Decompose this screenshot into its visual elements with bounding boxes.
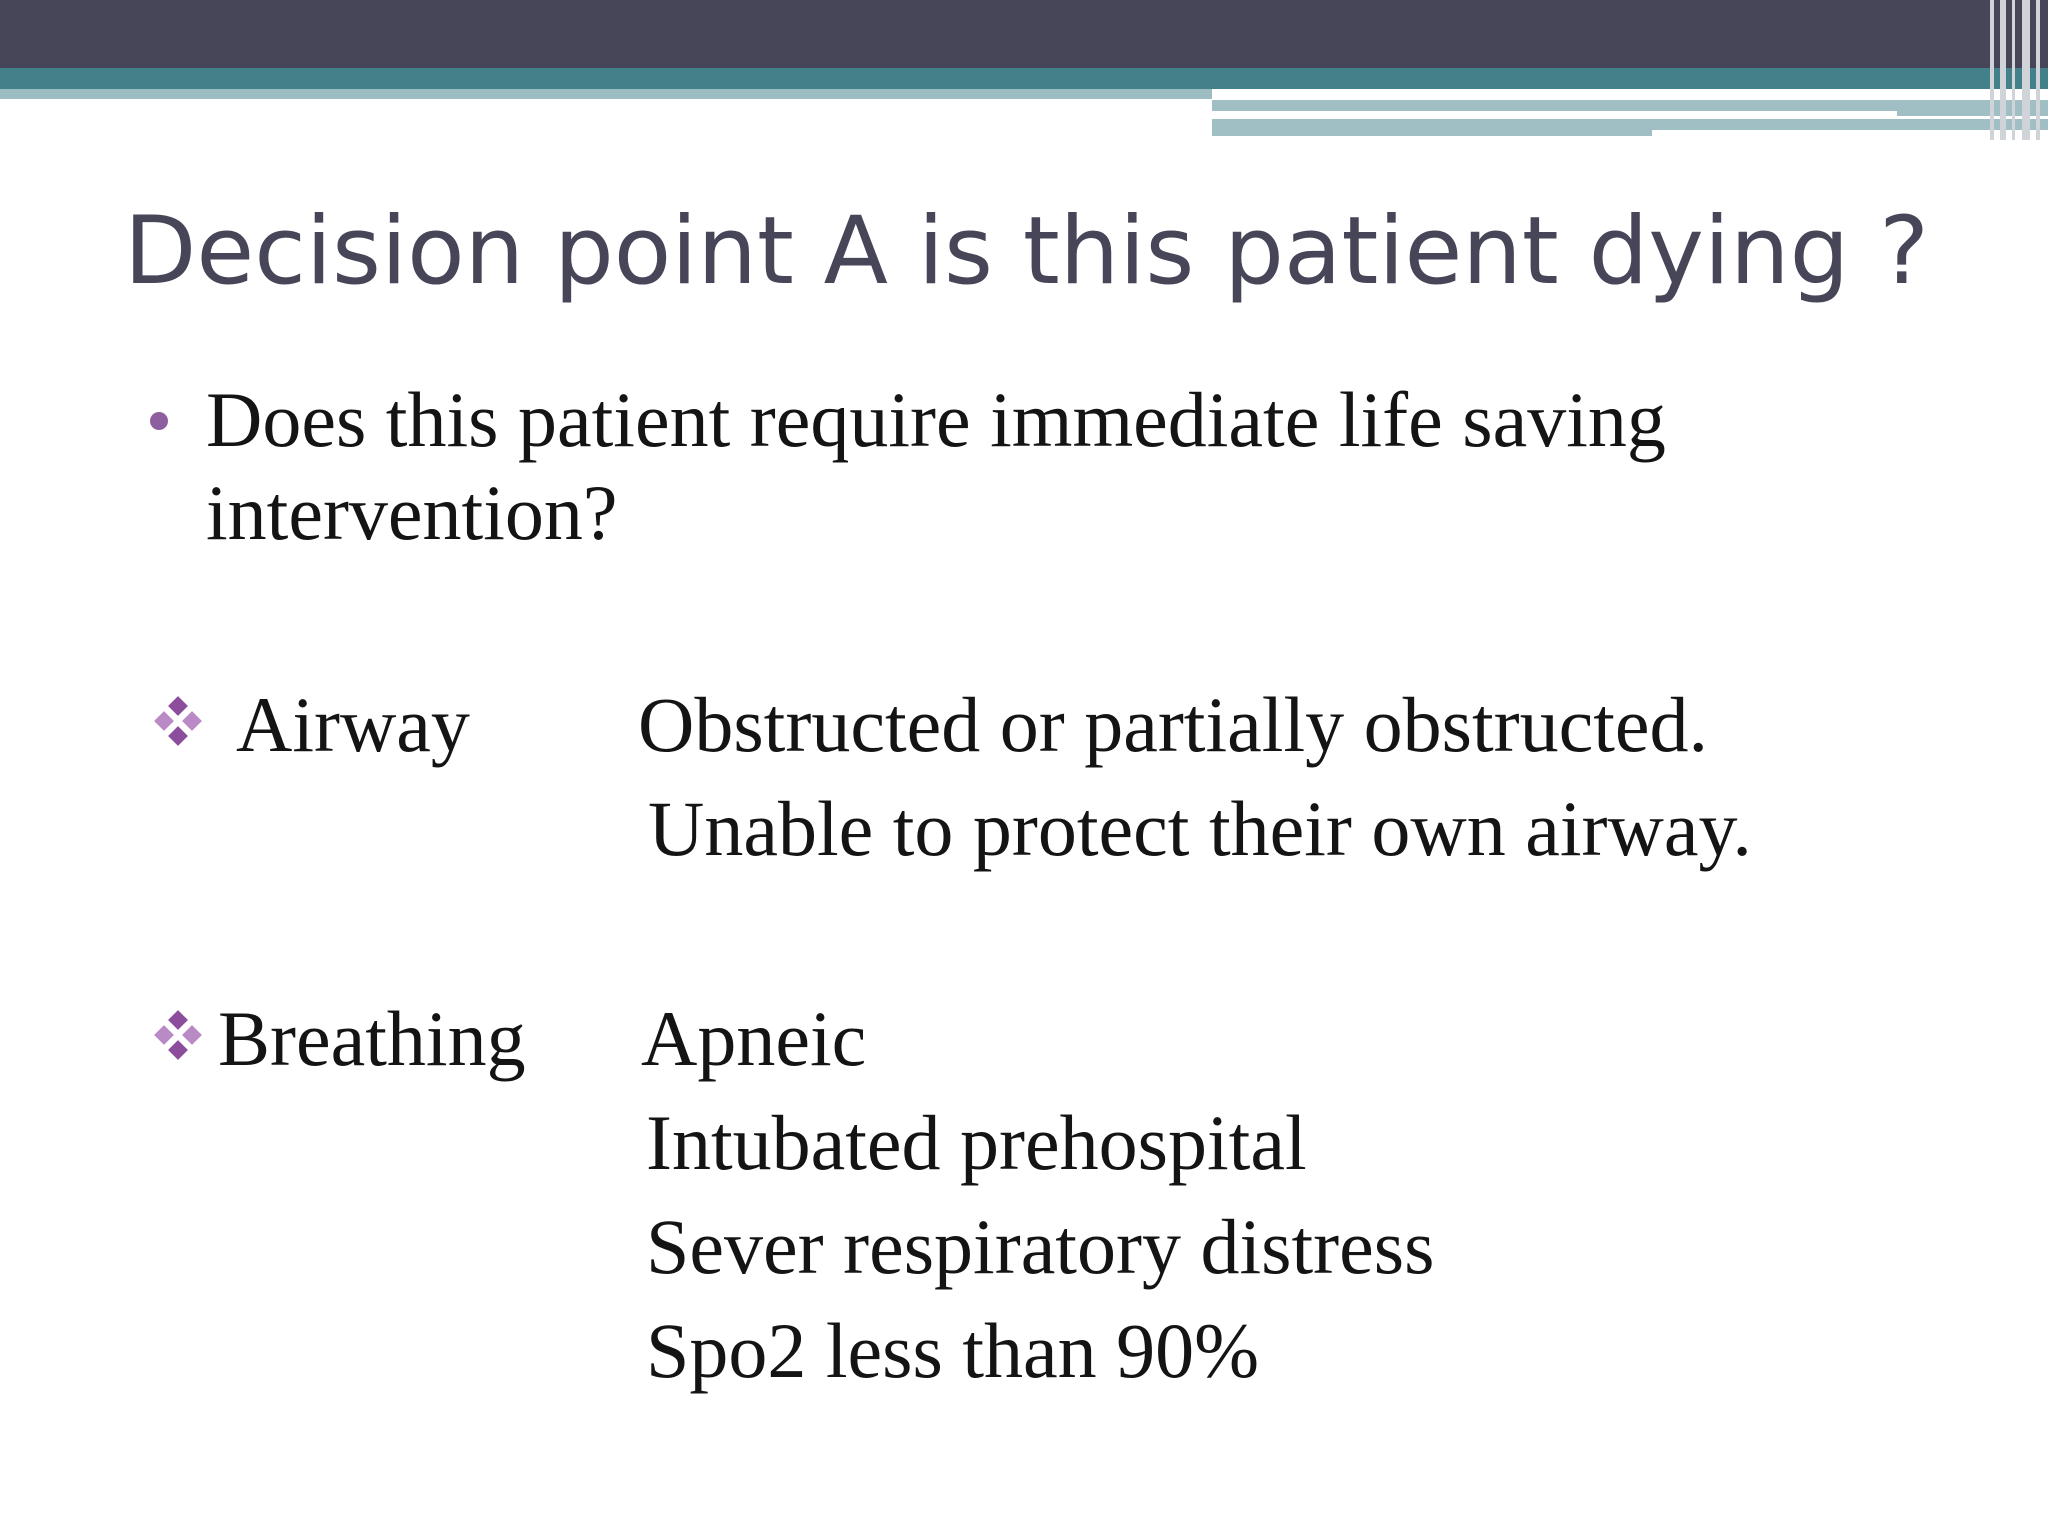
airway-detail-1: Obstructed or partially obstructed. [638, 681, 1709, 768]
breathing-detail-2: Intubated prehospital [646, 1099, 1307, 1186]
airway-detail-2: Unable to protect their own airway. [648, 785, 1752, 872]
header-vertical-stripes [1986, 0, 2048, 140]
four-diamond-icon [154, 1011, 202, 1059]
four-diamond-icon [154, 697, 202, 745]
round-bullet-icon [150, 412, 168, 430]
breathing-detail-1: Apneic [641, 995, 867, 1082]
question-line-1: Does this patient require immediate life saving [206, 376, 1666, 463]
header-light-bar [0, 89, 1212, 99]
criterion-label-breathing: Breathing [218, 995, 526, 1082]
breathing-detail-3: Sever respiratory distress [646, 1203, 1435, 1290]
question-line-2: intervention? [206, 469, 618, 556]
slide-title: Decision point A is this patient dying ? [124, 197, 1930, 306]
header-dark-bar [0, 0, 2048, 68]
breathing-detail-4: Spo2 less than 90% [646, 1307, 1260, 1394]
header-right-line-upper [1212, 111, 1897, 116]
criterion-label-airway: Airway [236, 681, 470, 768]
header-teal-bar [0, 68, 2048, 89]
